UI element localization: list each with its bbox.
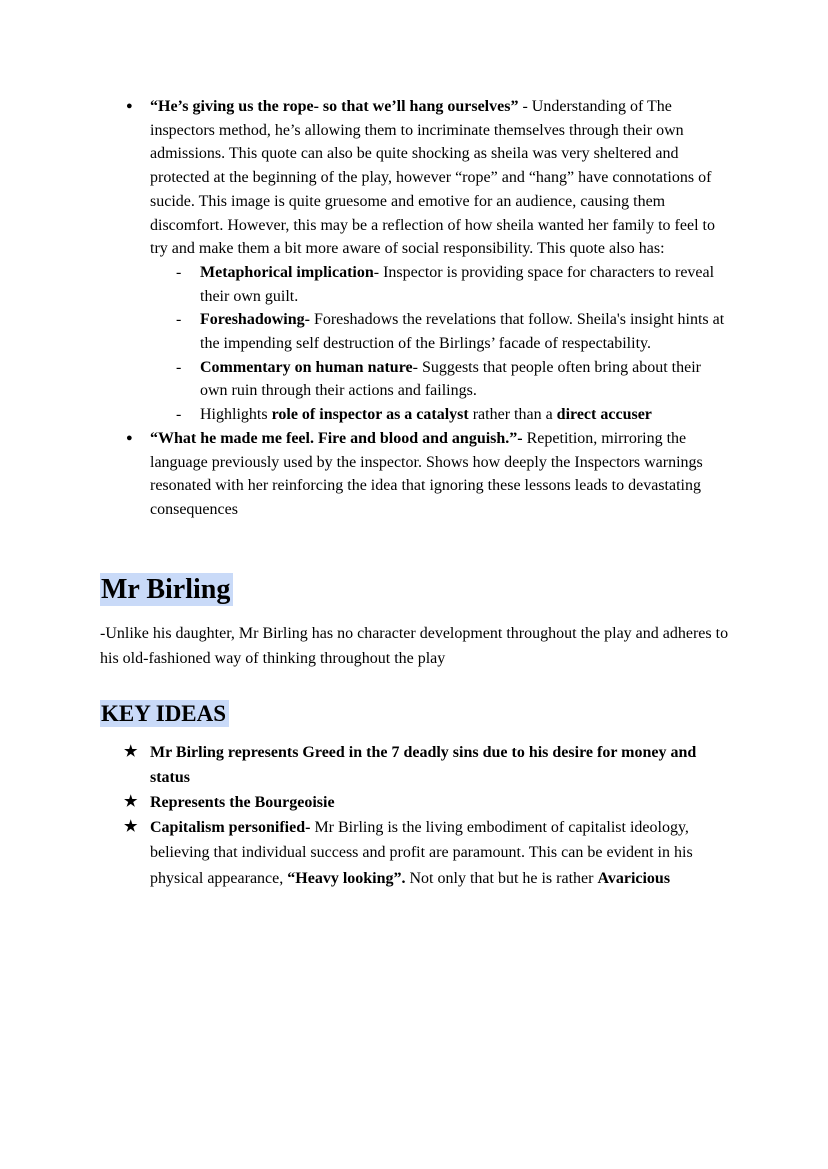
key-idea-item [100, 815, 730, 891]
sub-list-item [150, 356, 730, 403]
dash-icon: - [176, 263, 182, 281]
mr-birling-heading [100, 572, 730, 608]
key-idea-text: Mr Birling represents Greed in the 7 deadly sins due to his desire for money and status [150, 743, 697, 786]
dash-icon: - [176, 358, 182, 376]
sub-list-item [150, 261, 730, 308]
sub-item-text: Foreshadowing- Foreshadows the revelations that follow. Sheila's insight hints at the impending self destruction of the Birlings’ facade of respectability. [200, 311, 725, 353]
mr-birling-paragraph: -Unlike his daughter, Mr Birling has no character development throughout the play and adheres to his old-fashioned way of thinking throughout the play [100, 624, 729, 668]
sub-item-text: Metaphorical implication- Inspector is providing space for characters to reveal their own guilt. [200, 263, 715, 305]
dash-icon: - [176, 311, 182, 329]
quote-analysis-text: “He’s giving us the rope- so that we’ll hang ourselves” - Understanding of The inspectors method, he’s allowing them to incriminate themselves through their own admissions. This quote can also be quite shocking as sheila was very sheltered and protected at the beginning of the play, however “rope” and “hang” have connotations of sucide. This image is quite gruesome and emotive for an audience, causing them discomfort. However, this may be a reflection of how sheila wanted her family to feel to try and make them a bit more aware of social responsibility. This quote also has: [150, 98, 715, 258]
quotes-list [100, 95, 730, 522]
star-icon: ★ [124, 819, 138, 836]
key-ideas-heading [100, 699, 730, 729]
key-idea-text: Capitalism personified- Mr Birling is the living embodiment of capitalist ideology, believing that individual success and profit are paramount. This can be evident in his physical appearance, “Heavy looking”. Not only that but he is rather Avaricious [150, 819, 693, 887]
star-icon: ★ [124, 743, 138, 760]
sub-item-text: Highlights role of inspector as a catalyst rather than a direct accuser [200, 406, 652, 424]
key-ideas-list [100, 740, 730, 891]
key-idea-item [100, 790, 730, 815]
dash-icon: - [176, 406, 182, 424]
sub-list-item [150, 403, 730, 427]
sub-item-text: Commentary on human nature- Suggests that people often bring about their own ruin through their actions and failings. [200, 358, 701, 400]
quote-sublist [150, 261, 730, 427]
quote-list-item [100, 95, 730, 427]
quote-analysis-text: “What he made me feel. Fire and blood and anguish.”- Repetition, mirroring the language previously used by the inspector. Shows how deeply the Inspectors warnings resonated with her reinforcing the idea that ignoring these lessons leads to devastating consequences [150, 429, 703, 518]
sub-list-item [150, 308, 730, 355]
key-idea-text: Represents the Bourgeoisie [150, 794, 335, 812]
key-idea-item [100, 740, 730, 790]
bullet-icon: ● [126, 431, 133, 444]
quote-list-item [100, 427, 730, 522]
highlighted-heading-text: KEY IDEAS [100, 700, 229, 727]
highlighted-heading-text: Mr Birling [100, 573, 233, 606]
bullet-icon: ● [126, 100, 133, 112]
star-icon: ★ [124, 794, 138, 811]
